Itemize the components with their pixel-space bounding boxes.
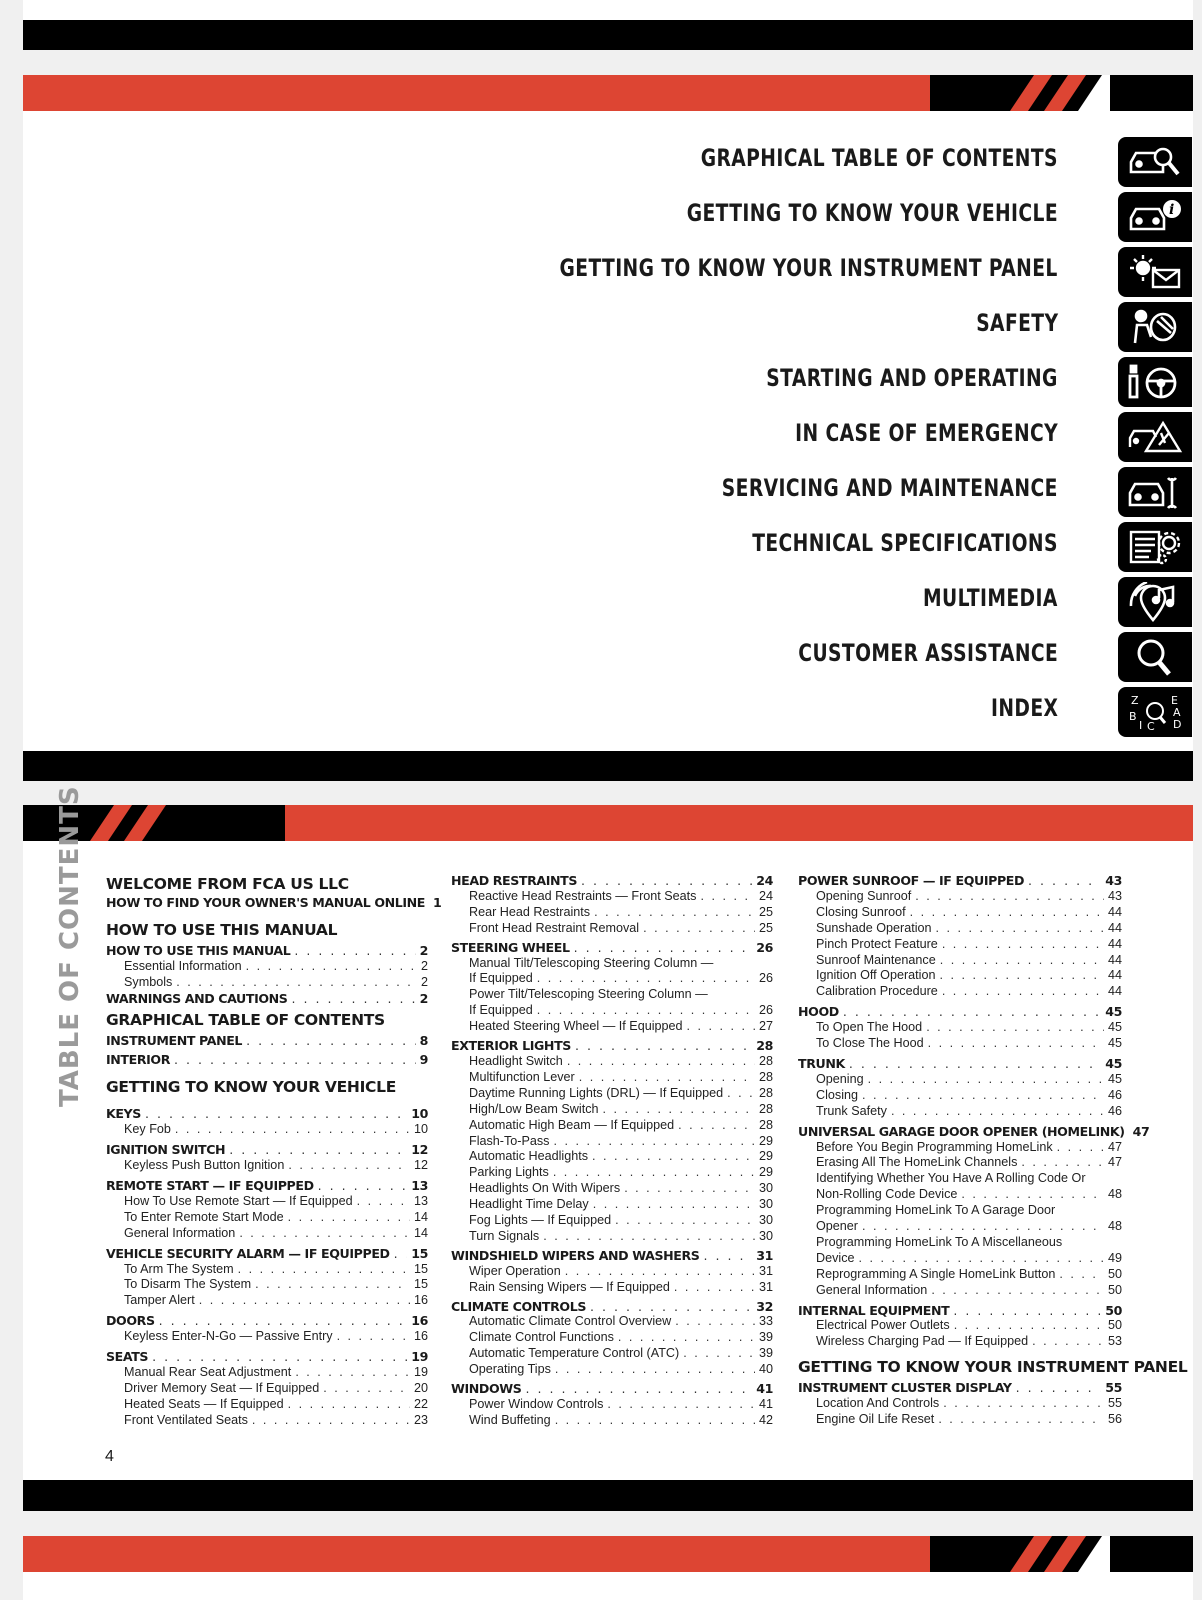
toc-subentry[interactable]: Pinch Protect Feature . . . 44 [798, 937, 1122, 953]
toc-subentry[interactable]: High/Low Beam Switch . . . 28 [451, 1102, 773, 1118]
toc-subentry[interactable]: Turn Signals . . . 30 [451, 1229, 773, 1245]
section-link[interactable]: GETTING TO KNOW YOUR VEHICLE [686, 199, 1058, 227]
toc-subentry[interactable]: Driver Memory Seat — If Equipped . . . 20 [106, 1381, 428, 1397]
toc-entry[interactable]: REMOTE START — IF EQUIPPED . . . 13 [106, 1178, 428, 1194]
toc-column-1 [106, 873, 442, 1429]
toc-subentry[interactable]: Programming HomeLink To A Garage Door [816, 1203, 1056, 1218]
toc-subentry[interactable]: Reprogramming A Single HomeLink Button . . . 50 [798, 1267, 1122, 1283]
toc-entry[interactable]: INSTRUMENT CLUSTER DISPLAY . . . 55 [798, 1380, 1122, 1396]
toc-column-2 [451, 873, 773, 1429]
toc-subentry[interactable]: Programming HomeLink To A Miscellaneous [816, 1234, 1063, 1249]
section-link[interactable]: STARTING AND OPERATING [766, 364, 1058, 392]
toc-entry[interactable]: TRUNK . . . 45 [798, 1056, 1122, 1072]
toc-entry[interactable]: INTERIOR . . . 9 [106, 1052, 428, 1068]
toc-subentry[interactable]: Keyless Push Button Ignition . . . 12 [106, 1158, 428, 1174]
toc-subentry[interactable]: Closing Sunroof . . . 44 [798, 905, 1122, 921]
svg-text:E: E [1171, 694, 1178, 707]
toc-subentry[interactable]: Flash-To-Pass . . . 29 [451, 1134, 773, 1150]
toc-subentry[interactable]: Key Fob . . . 10 [106, 1122, 428, 1138]
warning-light-icon[interactable] [1118, 247, 1192, 297]
toc-subentry[interactable]: Tamper Alert . . . 16 [106, 1293, 428, 1309]
toc-subentry[interactable]: Before You Begin Programming HomeLink . . . 47 [798, 1140, 1122, 1156]
car-search-icon[interactable] [1118, 137, 1192, 187]
toc-entry[interactable]: UNIVERSAL GARAGE DOOR OPENER (HOMELINK) 47 [798, 1123, 1150, 1139]
toc-subentry[interactable]: If Equipped . . . 26 [451, 971, 773, 987]
toc-entry[interactable]: EXTERIOR LIGHTS . . . 28 [451, 1038, 773, 1054]
toc-subentry[interactable]: Sunshade Operation . . . 44 [798, 921, 1122, 937]
toc-subentry[interactable]: Headlights On With Wipers . . . 30 [451, 1181, 773, 1197]
section-link[interactable]: INDEX [990, 694, 1058, 722]
page-number: 4 [105, 1448, 114, 1465]
specs-gear-icon[interactable] [1118, 522, 1192, 572]
toc-entry[interactable]: INTERNAL EQUIPMENT . . . 50 [798, 1303, 1122, 1319]
toc-subentry[interactable]: Heated Steering Wheel — If Equipped . . . 27 [451, 1019, 773, 1035]
toc-subentry[interactable]: Location And Controls . . . 55 [798, 1396, 1122, 1412]
toc-subentry[interactable]: General Information . . . 50 [798, 1283, 1122, 1299]
svg-text:B: B [1129, 710, 1137, 723]
toc-subentry[interactable]: Reactive Head Restraints — Front Seats . . . 24 [451, 889, 773, 905]
toc-subentry[interactable]: If Equipped . . . 26 [451, 1003, 773, 1019]
page1-footer-band [23, 751, 1193, 781]
toc-subentry[interactable]: Trunk Safety . . . 46 [798, 1104, 1122, 1120]
toc-subentry[interactable]: Rain Sensing Wipers — If Equipped . . . 31 [451, 1280, 773, 1296]
toc-subentry[interactable]: Climate Control Functions . . . 39 [451, 1330, 773, 1346]
toc-entry[interactable]: HOW TO USE THIS MANUAL . . . 2 [106, 943, 428, 959]
section-link[interactable]: GRAPHICAL TABLE OF CONTENTS [700, 144, 1058, 172]
toc-subentry[interactable]: Closing . . . 46 [798, 1088, 1122, 1104]
section-link[interactable]: TECHNICAL SPECIFICATIONS [752, 529, 1058, 557]
toc-subentry[interactable]: Wireless Charging Pad — If Equipped . . . 53 [798, 1334, 1122, 1350]
toc-subentry[interactable]: Rear Head Restraints . . . 25 [451, 905, 773, 921]
svg-text:I: I [1139, 719, 1143, 732]
steering-wheel-icon[interactable] [1118, 357, 1192, 407]
toc-subentry[interactable]: Power Tilt/Telescoping Steering Column — [469, 987, 708, 1002]
toc-subentry[interactable]: Symbols . . . 2 [106, 975, 428, 991]
page2-slash-decoration [90, 805, 240, 841]
toc-subentry[interactable]: To Disarm The System . . . 15 [106, 1277, 428, 1293]
toc-entry[interactable]: HEAD RESTRAINTS . . . 24 [451, 873, 773, 889]
toc-heading[interactable]: GETTING TO KNOW YOUR VEHICLE [106, 1078, 396, 1097]
toc-subentry[interactable]: Front Ventilated Seats . . . 23 [106, 1413, 428, 1429]
toc-subentry[interactable]: Heated Seats — If Equipped . . . 22 [106, 1397, 428, 1413]
section-link[interactable]: IN CASE OF EMERGENCY [795, 419, 1058, 447]
toc-subentry[interactable]: Ignition Off Operation . . . 44 [798, 968, 1122, 984]
toc-subentry[interactable]: Wind Buffeting . . . 42 [451, 1413, 773, 1429]
toc-entry[interactable]: INSTRUMENT PANEL . . . 8 [106, 1033, 428, 1049]
section-link[interactable]: CUSTOMER ASSISTANCE [798, 639, 1058, 667]
toc-subentry[interactable]: Automatic Climate Control Overview . . . 33 [451, 1314, 773, 1330]
toc-entry[interactable]: WINDOWS . . . 41 [451, 1381, 773, 1397]
page1-slash-decoration [990, 75, 1110, 111]
toc-entry[interactable]: IGNITION SWITCH . . . 12 [106, 1142, 428, 1158]
car-wrench-icon[interactable] [1118, 467, 1192, 517]
page3-slash-decoration [990, 1536, 1110, 1572]
emergency-triangle-icon[interactable] [1118, 412, 1192, 462]
section-link[interactable]: SAFETY [975, 309, 1058, 337]
toc-subentry[interactable]: Calibration Procedure . . . 44 [798, 984, 1122, 1000]
toc-subentry[interactable]: To Arm The System . . . 15 [106, 1262, 428, 1278]
toc-subentry[interactable]: Front Head Restraint Removal . . . 25 [451, 921, 773, 937]
toc-subentry[interactable]: Engine Oil Life Reset . . . 56 [798, 1412, 1122, 1428]
toc-subentry[interactable]: To Open The Hood . . . 45 [798, 1020, 1122, 1036]
top-black-band [23, 20, 1193, 50]
toc-entry[interactable]: STEERING WHEEL . . . 26 [451, 940, 773, 956]
toc-entry[interactable]: WINDSHIELD WIPERS AND WASHERS . . . 31 [451, 1248, 773, 1264]
section-link[interactable]: SERVICING AND MAINTENANCE [721, 474, 1058, 502]
svg-text:A: A [1173, 706, 1181, 719]
toc-entry[interactable]: POWER SUNROOF — IF EQUIPPED . . . 43 [798, 873, 1122, 889]
toc-column-3 [798, 873, 1188, 1428]
index-letters-icon[interactable] [1118, 687, 1192, 737]
toc-subentry[interactable]: Operating Tips . . . 40 [451, 1362, 773, 1378]
toc-heading[interactable]: HOW TO USE THIS MANUAL [106, 920, 338, 939]
toc-entry[interactable]: DOORS . . . 16 [106, 1313, 428, 1329]
toc-entry[interactable]: HOOD . . . 45 [798, 1004, 1122, 1020]
section-link[interactable]: GETTING TO KNOW YOUR INSTRUMENT PANEL [559, 254, 1058, 282]
toc-subentry[interactable]: General Information . . . 14 [106, 1226, 428, 1242]
toc-subentry[interactable]: Automatic High Beam — If Equipped . . . 28 [451, 1118, 773, 1134]
toc-subentry[interactable]: Opener . . . 48 [798, 1219, 1122, 1235]
toc-subentry[interactable]: Manual Tilt/Telescoping Steering Column — [469, 955, 714, 970]
toc-entry[interactable]: VEHICLE SECURITY ALARM — IF EQUIPPED . . . 15 [106, 1246, 428, 1262]
toc-subentry[interactable]: To Enter Remote Start Mode . . . 14 [106, 1210, 428, 1226]
section-link[interactable]: MULTIMEDIA [923, 584, 1058, 612]
top-page-edge [23, 0, 1193, 20]
toc-subentry[interactable]: Automatic Headlights . . . 29 [451, 1149, 773, 1165]
svg-text:i: i [1169, 202, 1175, 218]
toc-subentry[interactable]: Non-Rolling Code Device . . . 48 [798, 1187, 1122, 1203]
toc-subentry[interactable]: Wiper Operation . . . 31 [451, 1264, 773, 1280]
toc-subentry[interactable]: Opening Sunroof . . . 43 [798, 889, 1122, 905]
svg-text:D: D [1173, 718, 1182, 731]
toc-entry[interactable]: CLIMATE CONTROLS . . . 32 [451, 1299, 773, 1315]
magnifier-icon[interactable] [1118, 632, 1192, 682]
toc-subentry[interactable]: Parking Lights . . . 29 [451, 1165, 773, 1181]
toc-subentry[interactable]: To Close The Hood . . . 45 [798, 1036, 1122, 1052]
toc-subentry[interactable]: Headlight Switch . . . 28 [451, 1054, 773, 1070]
toc-subentry[interactable]: Identifying Whether You Have A Rolling Code Or [816, 1171, 1086, 1186]
toc-subentry[interactable]: Device . . . 49 [798, 1251, 1122, 1267]
toc-entry[interactable]: WARNINGS AND CAUTIONS . . . 2 [106, 991, 428, 1007]
toc-subentry[interactable]: Erasing All The HomeLink Channels . . . 47 [798, 1155, 1122, 1171]
toc-subentry[interactable]: Daytime Running Lights (DRL) — If Equipped . . . 28 [451, 1086, 773, 1102]
toc-subentry[interactable]: Keyless Enter-N-Go — Passive Entry . . . 16 [106, 1329, 428, 1345]
toc-entry[interactable]: HOW TO FIND YOUR OWNER'S MANUAL ONLINE 1 [106, 895, 442, 910]
toc-heading[interactable]: GRAPHICAL TABLE OF CONTENTS [106, 1010, 385, 1029]
toc-entry[interactable]: SEATS . . . 19 [106, 1349, 428, 1365]
toc-subentry[interactable]: Power Window Controls . . . 41 [451, 1397, 773, 1413]
toc-subentry[interactable]: Manual Rear Seat Adjustment . . . 19 [106, 1365, 428, 1381]
toc-subentry[interactable]: Opening . . . 45 [798, 1072, 1122, 1088]
page2-footer-band [23, 1480, 1193, 1511]
multimedia-icon[interactable] [1118, 577, 1192, 627]
toc-subentry[interactable]: Fog Lights — If Equipped . . . 30 [451, 1213, 773, 1229]
toc-heading[interactable]: WELCOME FROM FCA US LLC [106, 875, 349, 893]
car-info-icon[interactable] [1118, 192, 1192, 242]
toc-subentry[interactable]: Multifunction Lever . . . 28 [451, 1070, 773, 1086]
toc-subentry[interactable]: Electrical Power Outlets . . . 50 [798, 1318, 1122, 1334]
toc-subentry[interactable]: Headlight Time Delay . . . 30 [451, 1197, 773, 1213]
toc-subentry[interactable]: Essential Information . . . 2 [106, 959, 428, 975]
svg-text:C: C [1147, 720, 1155, 732]
toc-entry[interactable]: KEYS . . . 10 [106, 1106, 428, 1122]
svg-text:Z: Z [1131, 694, 1139, 707]
toc-subentry[interactable]: Automatic Temperature Control (ATC) . . . 39 [451, 1346, 773, 1362]
toc-subentry[interactable]: How To Use Remote Start — If Equipped . . . 13 [106, 1194, 428, 1210]
toc-subentry[interactable]: Sunroof Maintenance . . . 44 [798, 953, 1122, 969]
page3-body [23, 1572, 1193, 1600]
airbag-icon[interactable] [1118, 302, 1192, 352]
vertical-toc-title: TABLE OF CONTENTS [55, 785, 85, 1107]
toc-heading[interactable]: GETTING TO KNOW YOUR INSTRUMENT PANEL [798, 1358, 1188, 1377]
